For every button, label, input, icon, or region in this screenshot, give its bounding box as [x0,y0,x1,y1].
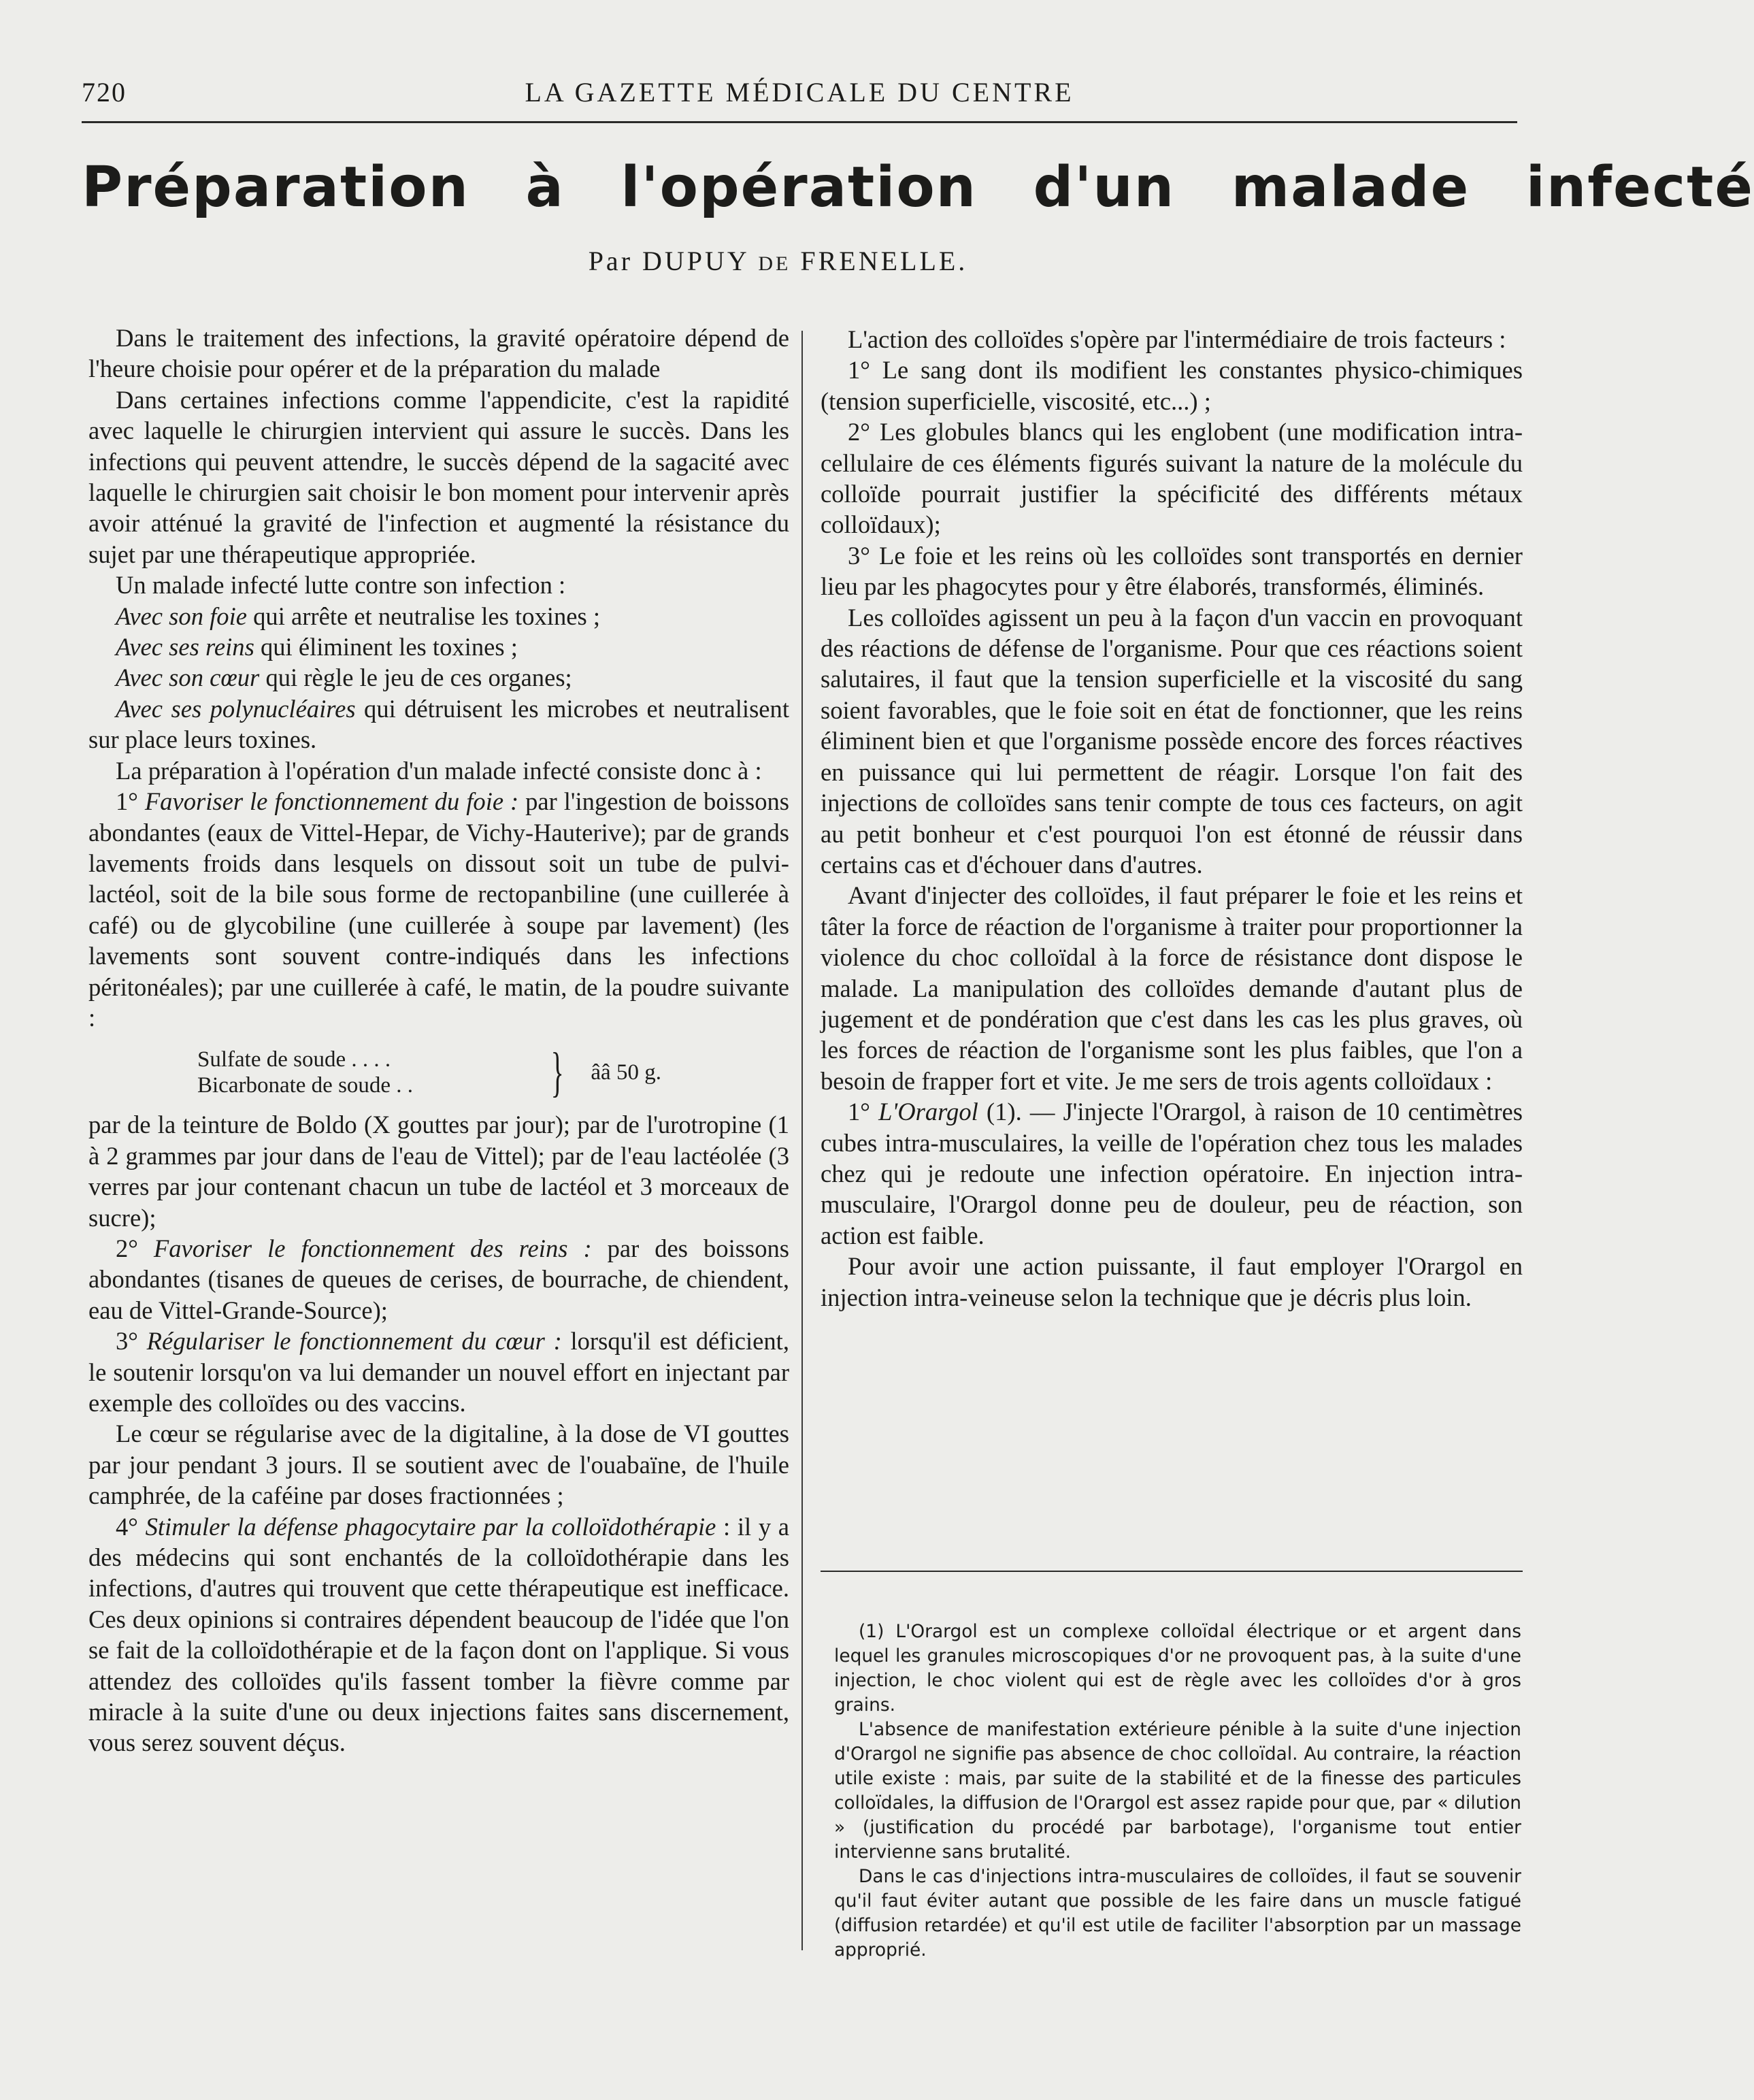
journal-title: LA GAZETTE MÉDICALE DU CENTRE [525,77,1074,108]
paragraph: Un malade infecté lutte contre son infection : [116,571,566,600]
paragraph: par de la teinture de Boldo (X gouttes par jour); par de l'urotropine (1 à 2 grammes par jour dans de l'eau de Vittel); par de l'eau lactéolée (3 verres par jour contenant chacun un tube de lactéol et 3 morceaux de sucre); [88,1111,789,1232]
step-liver: 1° Favoriser le fonctionnement du foie : par l'ingestion de boissons abondantes (eaux de Vittel-Hepar, de Vichy-Hauterive); par de grands lavements froids dans lesquels on dissout soit un tube de pulvi-lactéol, soit de la bile sous forme de rectopanbiline (une cuillerée à café) ou de glycobiline (une cuillerée à soupe par lavement) (les lavements sont souvent contre-indiqués dans les infections péritonéales); par une cuillerée à café, le matin, de la poudre suivante : [88,787,790,1032]
paragraph: Pour avoir une action puissante, il faut employer l'Orargol en injection intra-veineuse selon la technique que je décris plus loin. [821,1252,1523,1311]
defense-item-polynuclear: Avec ses polynucléaires qui détruisent les microbes et neutralisent sur place leurs toxines. [88,694,789,754]
article-title: Préparation à l'opération d'un malade infecté [82,155,1754,220]
paragraph: Les colloïdes agissent un peu à la façon d'un vaccin en provoquant des réactions de défense de l'organisme. Pour que ces réactions soient salutaires, il faut que la tension superficielle et la viscosité du sang soient favorables, que le foie soit en état de fonctionner, que les reins éliminent bien et que l'organisme possède encore des forces réactives en puissance qui lui permettent de réagir. Lorsque l'on fait des injections de colloïdes sans tenir compte de tous ces facteurs, on agit au petit bonheur et c'est pourquoi l'on est étonné de réussir dans certains cas et d'échouer dans d'autres. [821,603,1523,879]
byline-particle: DE [758,252,791,275]
byline-name: FRENELLE. [800,246,968,276]
factor-item: 3° Le foie et les reins où les colloïdes sont transportés en dernier lieu par les phagocytes pour y être élaborés, transformés, éliminés. [821,541,1523,601]
step-kidneys: 2° Favoriser le fonctionnement des reins : par des boissons abondantes (tisanes de queues de cerises, de bourrache, de chiendent, eau de Vittel-Grande-Source); [88,1234,790,1324]
paragraph: L'action des colloïdes s'opère par l'intermédiaire de trois facteurs : [848,325,1506,353]
page-number: 720 [82,77,127,108]
brace-mark: } [550,1043,564,1103]
defense-item-kidneys: Avec ses reins qui éliminent les toxines ; [116,633,518,661]
powder-formula [197,1043,789,1103]
paragraph: La préparation à l'opération d'un malade infecté consiste donc à : [116,756,762,785]
formula-line: Bicarbonate de soude . . [197,1073,414,1098]
agent-item-orargol: 1° L'Orargol (1). — J'injecte l'Orargol, à raison de 10 centimètres cubes intra-musculaires, la veille de l'opération chez tous les malades chez qui je redoute une infection opératoire. En injection intra-musculaire, l'Orargol donne peu de douleur, peu de réaction, son action est faible. [821,1098,1523,1249]
paragraph: Avant d'injecter des colloïdes, il faut préparer le foie et les reins et tâter la force de réaction de l'organisme à traiter pour proportionner la violence du choc colloïdal à la force de résistance dont dispose le malade. La manipulation des colloïdes demande d'autant plus de jugement et de pondération que c'est dans les cas les plus graves, où les forces de réaction de l'organisme sont les plus faibles, que l'on a besoin de frapper fort et vite. Je me sers de trois agents colloïdaux : [821,881,1523,1095]
right-column [821,324,1523,1313]
formula-dose: ââ 50 g. [591,1060,661,1085]
factor-item: 2° Les globules blancs qui les englobent (une modification intra-cellulaire de ces éléments figurés suivant la nature de la molécule du colloïde pourrait justifier la spécificité des différents métaux colloïdaux); [821,418,1523,539]
footnote-rule [821,1571,1523,1572]
step-heart: 3° Régulariser le fonctionnement du cœur : lorsqu'il est déficient, le soutenir lorsqu'on va lui demander un nouvel effort en injectant par exemple des colloïdes ou des vaccins. [88,1327,789,1417]
column-divider [801,331,803,1950]
paragraph: Le cœur se régularise avec de la digitaline, à la dose de VI gouttes par jour pendant 3 jours. Il se soutient avec de l'ouabaïne, de l'huile camphrée, de la caféine par doses fractionnées ; [88,1420,789,1510]
defense-item-heart: Avec son cœur qui règle le jeu de ces organes; [116,663,572,692]
footnote: L'absence de manifestation extérieure pénible à la suite d'une injection d'Orargol ne signifie pas absence de choc colloïdal. Au contraire, la réaction utile existe : mais, par suite de la stabilité et de la finesse des particules colloïdales, la diffusion de l'Orargol est assez rapide pour que, par « dilution » (justification du procédé par barbotage), l'organisme tout entier intervienne sans brutalité. [834,1719,1521,1863]
footnote: Dans le cas d'injections intra-musculaires de colloïdes, il faut se souvenir qu'il faut éviter autant que possible de les faire dans un muscle fatigué (diffusion retardée) et qu'il est utile de faciliter l'absorption par un massage approprié. [834,1866,1521,1960]
paragraph: Dans certaines infections comme l'appendicite, c'est la rapidité avec laquelle le chirurgien intervient qui assure le succès. Dans les infections qui peuvent attendre, le succès dépend de la sagacité avec laquelle le chirurgien sait choisir le bon moment pour intervenir après avoir atténué la gravité de l'infection et augmenté la résistance du sujet par une thérapeutique appropriée. [88,385,789,568]
running-header [82,71,1517,114]
formula-line: Sulfate de soude . . . . [197,1047,391,1072]
footnote: (1) L'Orargol est un complexe colloïdal électrique or et argent dans lequel les granules microscopiques d'or ne provoquent pas, à la suite d'une injection, le choc violent qui est de règle avec les colloïdes d'or à gros grains. [834,1621,1521,1716]
paragraph: Dans le traitement des infections, la gravité opératoire dépend de l'heure choisie pour opérer et de la préparation du malade [88,324,789,383]
header-rule [82,121,1517,123]
step-phagocytic: 4° Stimuler la défense phagocytaire par la colloïdothérapie : il y a des médecins qui sont enchantés de la colloïdothérapie dans les infections, d'autres qui trouvent que cette thérapeutique est inefficace. Ces deux opinions si contraires dépendent beaucoup de l'idée que l'on se fait de la colloïdothérapie et de la façon dont on l'applique. Si vous attendez des colloïdes qu'ils fassent tomber la fièvre comme par miracle à la suite d'une ou deux injections faites sans discernement, vous serez souvent déçus. [88,1512,790,1757]
byline [0,245,1556,277]
left-column [88,323,789,1758]
footnotes [834,1620,1521,1963]
defense-item-liver: Avec son foie qui arrête et neutralise les toxines ; [116,602,601,630]
factor-item: 1° Le sang dont ils modifient les constantes physico-chimiques (tension superficielle, viscosité, etc...) ; [821,356,1523,415]
byline-prefix: Par DUPUY [588,246,749,276]
